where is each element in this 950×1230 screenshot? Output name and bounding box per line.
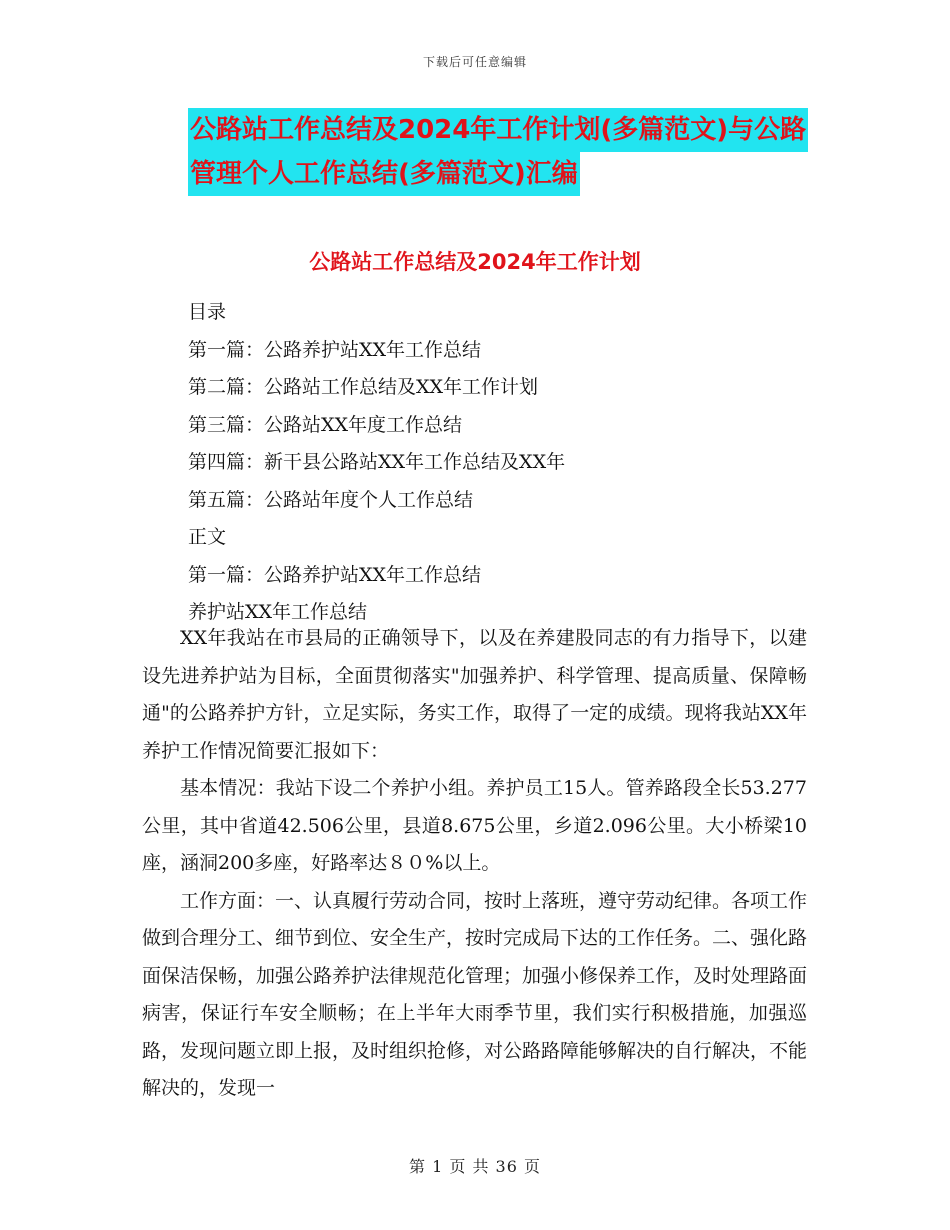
body-text bbox=[142, 620, 807, 1108]
toc-item: 第一篇：公路养护站XX年工作总结 bbox=[188, 338, 482, 361]
title-line-1: 公路站工作总结及2024年工作计划(多篇范文)与公路 bbox=[188, 108, 808, 152]
body-heading: 正文 bbox=[188, 526, 227, 548]
toc-item: 第三篇：公路站XX年度工作总结 bbox=[188, 413, 463, 436]
paragraph: 工作方面：一、认真履行劳动合同，按时上落班，遵守劳动纪律。各项工作做到合理分工、细节到位、安全生产，按时完成局下达的工作任务。二、强化路面保洁保畅，加强公路养护法律规范化管理；加强小修保养工作，及时处理路面病害，保证行车安全顺畅；在上半年大雨季节里，我们实行积极措施，加强巡路，发现问题立即上报，及时组织抢修，对公路路障能够解决的自行解决，不能解决的，发现一 bbox=[142, 889, 808, 1099]
title-line-2: 管理个人工作总结(多篇范文)汇编 bbox=[188, 152, 580, 196]
document-title bbox=[188, 108, 828, 196]
table-of-contents bbox=[188, 294, 828, 632]
toc-item: 第五篇：公路站年度个人工作总结 bbox=[188, 488, 474, 511]
chapter-subheading: 养护站XX年工作总结 bbox=[188, 601, 368, 623]
page-header-note: 下载后可任意编辑 bbox=[422, 55, 527, 69]
page-number-footer: 第 1 页 共 36 页 bbox=[409, 1157, 541, 1176]
toc-heading: 目录 bbox=[188, 301, 227, 323]
toc-item: 第四篇：新干县公路站XX年工作总结及XX年 bbox=[188, 451, 566, 473]
section-title: 公路站工作总结及2024年工作计划 bbox=[309, 250, 641, 274]
paragraph: XX年我站在市县局的正确领导下，以及在养建股同志的有力指导下，以建设先进养护站为目标，全面贯彻落实"加强养护、科学管理、提高质量、保障畅通"的公路养护方针，立足实际，务实工作，取得了一定的成绩。现将我站XX年养护工作情况简要汇报如下： bbox=[142, 627, 807, 762]
paragraph: 基本情况：我站下设二个养护小组。养护员工15人。管养路段全长53.277公里，其中省道42.506公里，县道8.675公里，乡道2.096公里。大小桥梁10座，涵洞200多座，好路率达８０%以上。 bbox=[142, 777, 807, 874]
toc-item: 第二篇：公路站工作总结及XX年工作计划 bbox=[188, 376, 539, 398]
chapter-heading: 第一篇：公路养护站XX年工作总结 bbox=[188, 563, 482, 586]
